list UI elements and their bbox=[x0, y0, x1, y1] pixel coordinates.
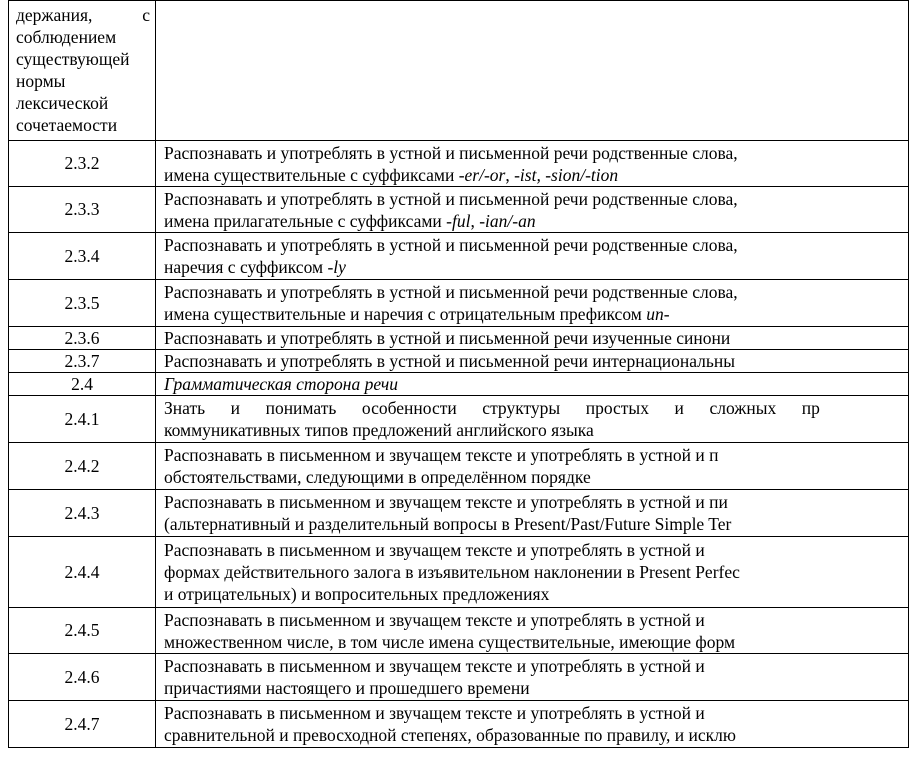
description-line bbox=[164, 164, 908, 186]
text: , bbox=[470, 210, 480, 231]
description-line bbox=[164, 210, 908, 232]
row-description bbox=[156, 701, 909, 748]
table-row bbox=[9, 443, 909, 490]
row-description bbox=[156, 233, 909, 280]
description-line: формах действительного залога в изъявительном наклонении в Present Perfec bbox=[164, 562, 740, 582]
row-description bbox=[156, 350, 909, 373]
description-line: Распознавать и употреблять в устной и письменной речи родственные слова, bbox=[164, 235, 738, 255]
word: и bbox=[674, 398, 684, 418]
italic-text: un- bbox=[646, 304, 670, 324]
table-row bbox=[9, 327, 909, 350]
row-code: 2.3.3 bbox=[9, 187, 156, 233]
description-line: причастиями настоящего и прошедшего времени bbox=[164, 678, 530, 698]
row-code: 2.4.5 bbox=[9, 608, 156, 654]
row-code: 2.3.5 bbox=[9, 280, 156, 327]
row-code: 2.4.3 bbox=[9, 490, 156, 537]
description-line: Распознавать в письменном и звучащем тексте и употреблять в устной и bbox=[164, 656, 705, 676]
description-line: Распознавать и употреблять в устной и письменной речи родственные слова, bbox=[164, 188, 738, 209]
table-row bbox=[9, 187, 909, 233]
table-row bbox=[9, 608, 909, 654]
italic-text: -ian/-an bbox=[479, 210, 536, 231]
text: , bbox=[505, 164, 515, 185]
italic-text: -ist, -sion/-tion bbox=[514, 164, 619, 185]
word: понимать bbox=[265, 398, 337, 418]
description-line: Распознавать в письменном и звучащем тексте и употреблять в устной и пи bbox=[164, 492, 728, 512]
row-code: 2.4 bbox=[9, 373, 156, 396]
row-description bbox=[156, 141, 909, 187]
description-line: (альтернативный и разделительный вопросы в Present/Past/Future Simple Ter bbox=[164, 514, 732, 534]
table-row bbox=[9, 701, 909, 748]
description-line: Распознавать в письменном и звучащем тексте и употреблять в устной и bbox=[164, 703, 705, 723]
word: структуры bbox=[482, 398, 561, 418]
row-description bbox=[156, 654, 909, 701]
row-code: 2.3.6 bbox=[9, 327, 156, 350]
table-row bbox=[9, 490, 909, 537]
word: пр bbox=[801, 398, 820, 418]
description-line: множественном числе, в том числе имена существительные, имеющие форм bbox=[164, 631, 736, 652]
description-line: Распознавать и употреблять в устной и письменной речи изученные синони bbox=[164, 328, 731, 348]
description-line: Распознавать в письменном и звучащем тексте и употреблять в устной и bbox=[164, 540, 705, 560]
table-row bbox=[9, 537, 909, 608]
header-text: нормы bbox=[16, 71, 66, 91]
table-row bbox=[9, 141, 909, 187]
row-description bbox=[156, 537, 909, 608]
header-cell bbox=[9, 1, 156, 141]
row-description bbox=[156, 396, 909, 443]
table-row bbox=[9, 280, 909, 327]
description-line: Распознавать и употреблять в устной и письменной речи интернациональны bbox=[164, 351, 735, 371]
description-line bbox=[164, 397, 820, 419]
row-code: 2.4.4 bbox=[9, 537, 156, 608]
row-description bbox=[156, 280, 909, 327]
table-row bbox=[9, 373, 909, 396]
table-row bbox=[9, 233, 909, 280]
header-text: держания, bbox=[16, 5, 93, 25]
italic-text: -ful bbox=[446, 210, 471, 231]
description-line: сравнительной и превосходной степенях, образованные по правилу, и исклю bbox=[164, 725, 736, 745]
italic-text: -ly bbox=[327, 257, 346, 277]
row-description bbox=[156, 608, 909, 654]
table-row bbox=[9, 350, 909, 373]
row-code: 2.3.4 bbox=[9, 233, 156, 280]
header-text: с bbox=[142, 5, 150, 25]
text: наречия с суффиксом bbox=[164, 257, 328, 277]
empty-cell bbox=[156, 1, 909, 141]
table-row bbox=[9, 1, 909, 141]
word: и bbox=[230, 398, 241, 418]
header-text: лексической bbox=[16, 93, 109, 113]
word: сложных bbox=[709, 398, 777, 418]
text: имена существительные и наречия с отрицательным префиксом bbox=[164, 304, 647, 324]
header-text: сочетаемости bbox=[16, 115, 118, 135]
row-code: 2.4.1 bbox=[9, 396, 156, 443]
row-description bbox=[156, 327, 909, 350]
italic-text: -er/-or bbox=[458, 164, 506, 185]
description-line: Распознавать в письменном и звучащем тексте и употреблять в устной и п bbox=[164, 445, 719, 465]
word: особенности bbox=[361, 398, 457, 418]
table-row bbox=[9, 396, 909, 443]
table-row bbox=[9, 654, 909, 701]
row-code: 2.3.2 bbox=[9, 141, 156, 187]
row-code: 2.4.2 bbox=[9, 443, 156, 490]
description-line: Распознавать и употреблять в устной и письменной речи родственные слова, bbox=[164, 282, 738, 302]
description-line: обстоятельствами, следующими в определённом порядке bbox=[164, 467, 591, 487]
curriculum-table bbox=[8, 0, 909, 748]
description-line: Распознавать и употреблять в устной и письменной речи родственные слова, bbox=[164, 142, 738, 163]
text: имена существительные с суффиксами bbox=[164, 164, 459, 185]
description-line: и отрицательных) и вопросительных предложениях bbox=[164, 584, 550, 604]
description-line bbox=[164, 303, 908, 325]
description-line: Распознавать в письменном и звучащем тексте и употреблять в устной и bbox=[164, 609, 705, 630]
row-code: 2.4.7 bbox=[9, 701, 156, 748]
section-heading: Грамматическая сторона речи bbox=[164, 374, 398, 394]
description-line: коммуникативных типов предложений английского языка bbox=[164, 420, 594, 440]
description-line bbox=[164, 256, 908, 278]
row-code: 2.3.7 bbox=[9, 350, 156, 373]
word: простых bbox=[585, 398, 649, 418]
row-description bbox=[156, 443, 909, 490]
header-text: существующей bbox=[16, 49, 130, 69]
row-description bbox=[156, 187, 909, 233]
row-description bbox=[156, 373, 909, 396]
header-text: соблюдением bbox=[16, 27, 117, 47]
row-description bbox=[156, 490, 909, 537]
row-code: 2.4.6 bbox=[9, 654, 156, 701]
text: имена прилагательные с суффиксами bbox=[164, 210, 447, 231]
word: Знать bbox=[164, 398, 206, 418]
